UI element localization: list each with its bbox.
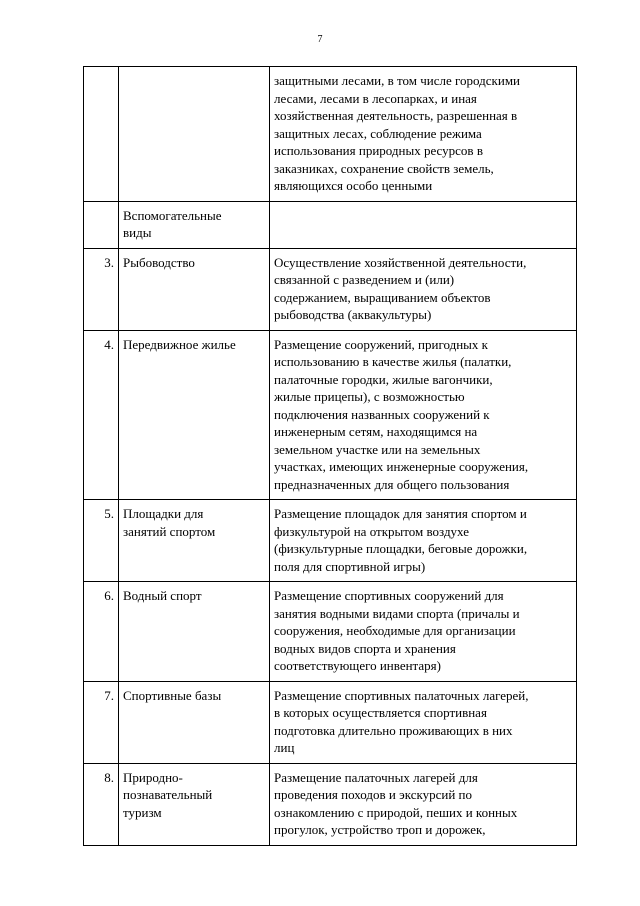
- description-line: заказниках, сохранение свойств земель,: [274, 160, 494, 176]
- row-number: 5.: [84, 500, 119, 582]
- land-use-table: [83, 66, 577, 846]
- description-line: Размещение спортивных палаточных лагерей,: [274, 687, 529, 703]
- name-line: туризм: [123, 804, 162, 820]
- description-line: жилые прицепы), с возможностью: [274, 389, 465, 404]
- description-line: использованию в качестве жилья (палатки,: [274, 354, 512, 369]
- description-line: инженерным сетям, находящимся на: [274, 424, 478, 439]
- name-line: занятий спортом: [123, 523, 216, 539]
- description-line: являющихся особо ценными: [274, 178, 433, 193]
- name-line: Природно-: [123, 769, 183, 785]
- use-type-description: [270, 67, 577, 202]
- name-line: Вспомогательные: [123, 207, 222, 223]
- description-line: занятия водными видами спорта (причалы и: [274, 605, 520, 621]
- description-line: содержанием, выращиванием объектов: [274, 289, 491, 305]
- use-type-description: [270, 330, 577, 500]
- table-row: [84, 248, 577, 330]
- row-number: [84, 67, 119, 202]
- description-line: связанной с разведением и (или): [274, 272, 455, 287]
- name-line: виды: [123, 225, 152, 240]
- row-number: 4.: [84, 330, 119, 500]
- row-number: 6.: [84, 582, 119, 682]
- description-line: сооружения, необходимые для организации: [274, 623, 516, 638]
- use-type-name: [119, 330, 270, 500]
- table-row: [84, 201, 577, 248]
- description-line: Размещение палаточных лагерей для: [274, 769, 478, 785]
- row-number: 7.: [84, 681, 119, 763]
- description-line: подготовка длительно проживающих в них: [274, 722, 513, 738]
- use-type-name: [119, 201, 270, 248]
- description-line: водных видов спорта и хранения: [274, 640, 456, 656]
- description-line: земельном участке или на земельных: [274, 441, 481, 457]
- use-type-description: [270, 201, 577, 248]
- description-line: Размещение спортивных сооружений для: [274, 588, 504, 603]
- description-line: ознакомлению с природой, пеших и конных: [274, 804, 518, 820]
- description-line: палаточные городки, жилые вагончики,: [274, 371, 493, 387]
- table-row: [84, 67, 577, 202]
- page-number: 7: [317, 34, 323, 45]
- description-line: защитными лесами, в том числе городскими: [274, 73, 521, 88]
- description-line: поля для спортивной игры): [274, 558, 426, 574]
- row-number: 8.: [84, 763, 119, 845]
- description-line: (физкультурные площадки, беговые дорожки,: [274, 541, 528, 556]
- description-line: Размещение площадок для занятия спортом и: [274, 506, 527, 521]
- name-line: Спортивные базы: [123, 687, 222, 703]
- table-body: [84, 67, 577, 846]
- description-line: рыбоводства (аквакультуры): [274, 307, 432, 322]
- row-number: 3.: [84, 248, 119, 330]
- description-line: использования природных ресурсов в: [274, 143, 483, 158]
- name-line: Площадки для: [123, 506, 204, 521]
- use-type-description: [270, 500, 577, 582]
- description-line: участках, имеющих инженерные сооружения,: [274, 459, 529, 474]
- use-type-description: [270, 681, 577, 763]
- table-row: [84, 681, 577, 763]
- description-line: лиц: [274, 740, 295, 755]
- row-number: [84, 201, 119, 248]
- use-type-name: [119, 582, 270, 682]
- table-row: [84, 500, 577, 582]
- description-line: защитных лесах, соблюдение режима: [274, 125, 482, 141]
- table-row: [84, 330, 577, 500]
- name-line: Передвижное жилье: [123, 336, 236, 352]
- use-type-name: [119, 763, 270, 845]
- table-row: [84, 582, 577, 682]
- description-line: соответствующего инвентаря): [274, 658, 441, 673]
- description-line: предназначенных для общего пользования: [274, 476, 510, 492]
- use-type-name: [119, 67, 270, 202]
- use-type-name: [119, 681, 270, 763]
- description-line: физкультурой на открытом воздухе: [274, 523, 469, 539]
- description-line: в которых осуществляется спортивная: [274, 705, 487, 720]
- description-line: проведения походов и экскурсий по: [274, 787, 472, 802]
- description-line: хозяйственная деятельность, разрешенная в: [274, 108, 518, 123]
- description-line: Размещение сооружений, пригодных к: [274, 336, 488, 352]
- use-type-description: [270, 248, 577, 330]
- use-type-name: [119, 248, 270, 330]
- description-line: Осуществление хозяйственной деятельности,: [274, 254, 527, 270]
- description-line: прогулок, устройство троп и дорожек,: [274, 822, 486, 837]
- use-type-name: [119, 500, 270, 582]
- use-type-description: [270, 582, 577, 682]
- description-line: подключения названных сооружений к: [274, 406, 490, 422]
- use-type-description: [270, 763, 577, 845]
- name-line: Рыбоводство: [123, 254, 195, 270]
- name-line: познавательный: [123, 787, 213, 802]
- name-line: Водный спорт: [123, 588, 202, 603]
- table-row: [84, 763, 577, 845]
- description-line: лесами, лесами в лесопарках, и иная: [274, 90, 477, 106]
